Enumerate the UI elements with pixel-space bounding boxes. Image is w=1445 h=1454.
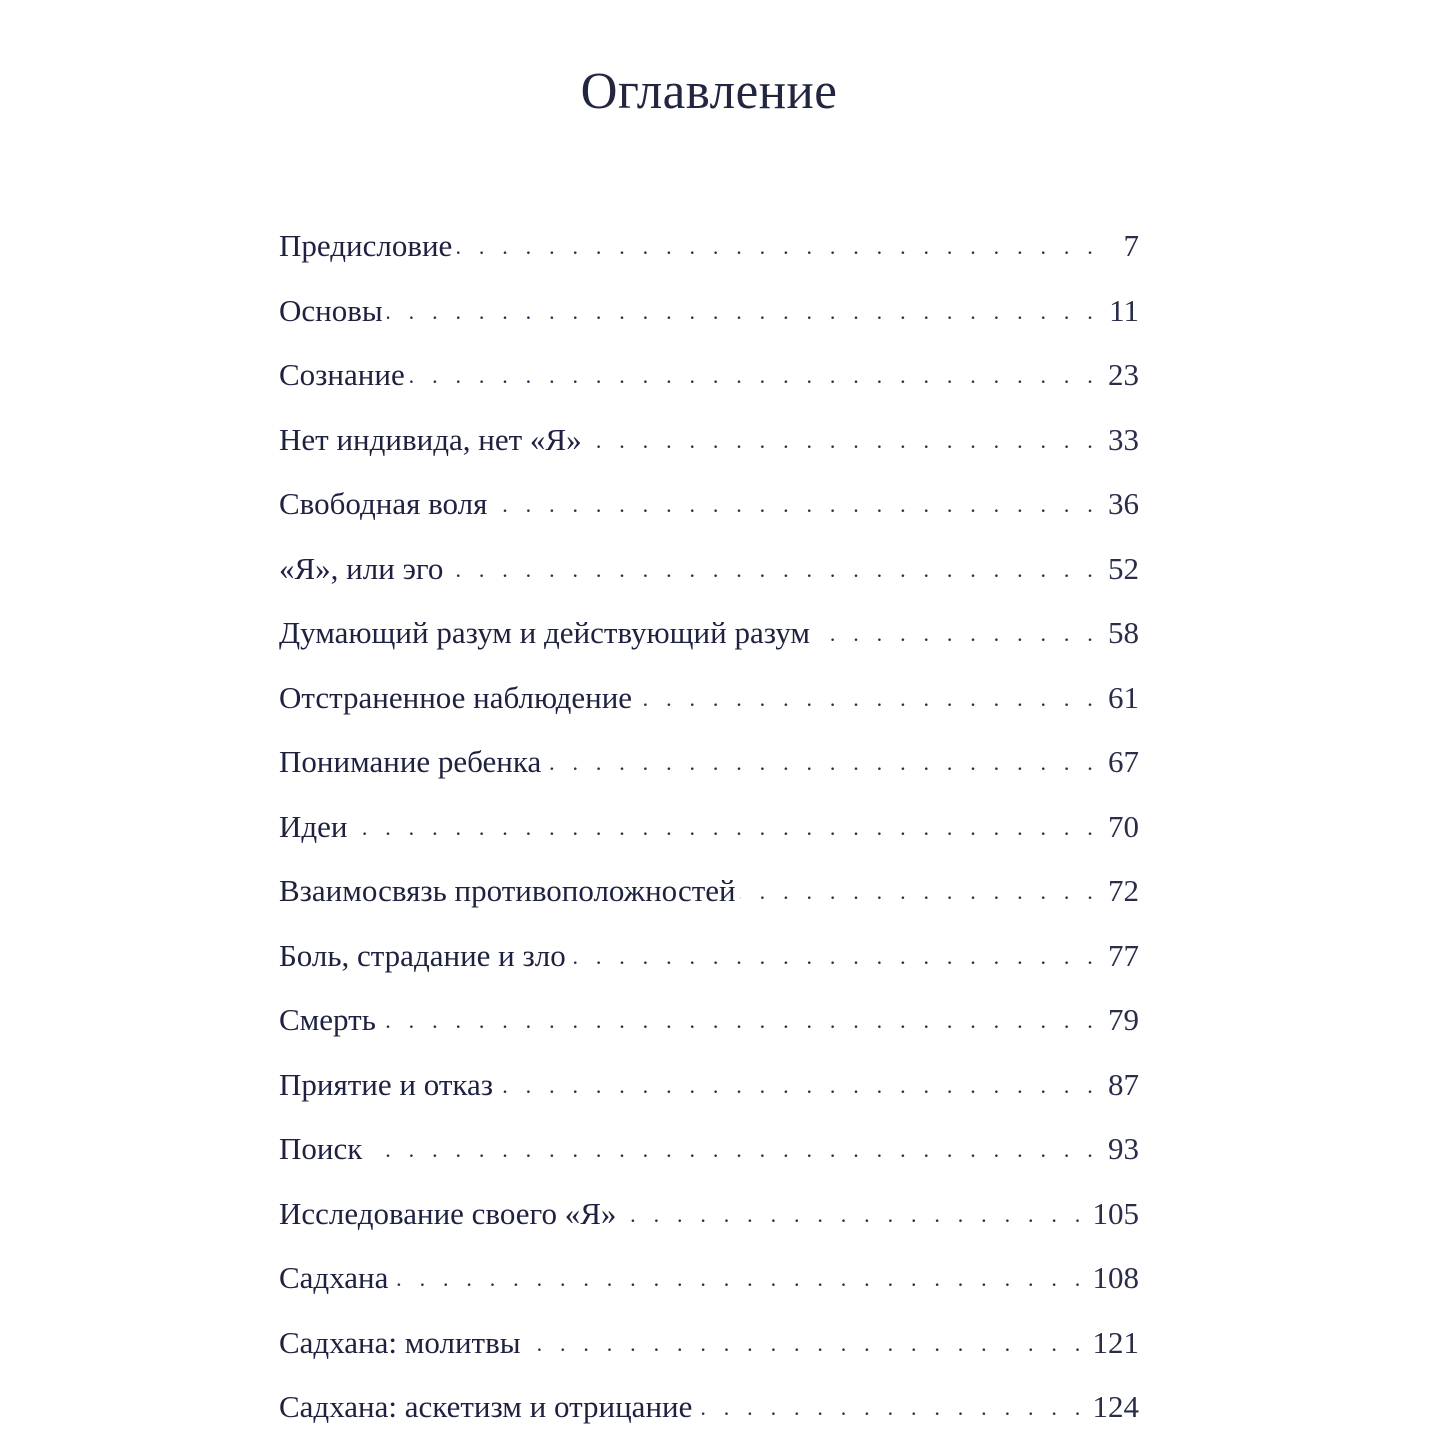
toc-entry-title: Боль, страдание и зло <box>279 937 566 973</box>
toc-entry <box>279 1389 1139 1454</box>
toc-page-number: 7 <box>1123 228 1139 263</box>
toc-entry-title: Смерть <box>279 1002 376 1037</box>
toc-entry <box>279 1260 1139 1325</box>
toc-entry-title: Нет индивида, нет «Я» <box>279 421 582 457</box>
toc-page-number: 36 <box>1108 486 1139 521</box>
toc-entry <box>279 228 1139 293</box>
toc-page-number: 11 <box>1109 292 1139 328</box>
toc-page-number: 79 <box>1108 1002 1139 1037</box>
dot-leader <box>525 1331 1087 1357</box>
toc-entry-title: Садхана <box>279 1260 389 1295</box>
dot-leader <box>636 686 1099 712</box>
dot-leader <box>586 428 1099 454</box>
toc-entry <box>279 1067 1139 1132</box>
toc-entry <box>279 1196 1139 1261</box>
dot-leader <box>696 1395 1086 1421</box>
page-title: Оглавление <box>580 63 838 120</box>
toc-page-number: 87 <box>1108 1066 1139 1102</box>
toc-page-number: 67 <box>1108 744 1139 779</box>
toc-page-number: 121 <box>1092 1324 1139 1360</box>
toc-entry <box>279 1131 1139 1196</box>
toc-entry-title: Садхана: аскетизм и отрицание <box>279 1389 693 1424</box>
toc-page-number: 72 <box>1108 873 1139 908</box>
toc-entry <box>279 809 1139 874</box>
toc-page-number: 108 <box>1092 1260 1139 1295</box>
dot-leader <box>497 1073 1099 1099</box>
toc-entry <box>279 938 1139 1003</box>
toc-page-number: 124 <box>1092 1389 1139 1424</box>
dot-leader <box>366 1137 1099 1163</box>
dot-leader <box>740 879 1099 905</box>
toc-entry-title: Поиск <box>279 1131 363 1166</box>
toc-page-number: 58 <box>1108 615 1139 650</box>
dot-leader <box>387 299 1099 325</box>
toc-entry-title: Сознание <box>279 357 405 392</box>
toc-entry-title: Понимание ребенка <box>279 744 542 779</box>
toc-entry-title: Свободная воля <box>279 486 488 521</box>
toc-entry-title: Исследование своего «Я» <box>279 1195 617 1231</box>
toc-entry <box>279 1002 1139 1067</box>
toc-entry <box>279 873 1139 938</box>
toc-page-number: 105 <box>1092 1195 1139 1231</box>
dot-leader <box>392 1266 1086 1292</box>
toc-entry <box>279 744 1139 809</box>
toc-entry-title: Думающий разум и действующий разум <box>279 615 811 650</box>
toc-entry-title: Идеи <box>279 808 348 844</box>
toc-page-number: 93 <box>1108 1131 1139 1166</box>
dot-leader <box>545 750 1099 776</box>
dot-leader <box>380 1008 1099 1034</box>
toc-entry <box>279 486 1139 551</box>
toc-entry-title: «Я», или эго <box>279 550 444 586</box>
toc-entry <box>279 293 1139 358</box>
toc-page-number: 70 <box>1108 808 1139 844</box>
dot-leader <box>491 492 1099 518</box>
toc-entry-title: Отстраненное наблюдение <box>279 679 633 715</box>
dot-leader <box>447 557 1099 583</box>
toc-entry <box>279 357 1139 422</box>
toc-entry-title: Взаимосвязь противоположностей <box>279 873 736 908</box>
dot-leader <box>814 621 1099 647</box>
toc-entry <box>279 680 1139 745</box>
toc-entry <box>279 615 1139 680</box>
toc-page-number: 77 <box>1108 937 1139 973</box>
toc-entry-title: Садхана: молитвы <box>279 1324 521 1360</box>
table-of-contents <box>279 228 1139 1454</box>
dot-leader <box>409 363 1099 389</box>
toc-page-number: 33 <box>1108 421 1139 457</box>
toc-entry <box>279 1325 1139 1390</box>
dot-leader <box>620 1202 1086 1228</box>
dot-leader <box>570 944 1099 970</box>
toc-page-number: 23 <box>1108 357 1139 392</box>
toc-entry-title: Основы <box>279 292 383 328</box>
toc-page-number: 52 <box>1108 550 1139 586</box>
toc-entry <box>279 551 1139 616</box>
toc-entry-title: Предисловие <box>279 228 453 263</box>
toc-page-number: 61 <box>1108 679 1139 715</box>
toc-entry-title: Приятие и отказ <box>279 1066 493 1102</box>
dot-leader <box>456 234 1099 260</box>
toc-entry <box>279 422 1139 487</box>
dot-leader <box>352 815 1099 841</box>
